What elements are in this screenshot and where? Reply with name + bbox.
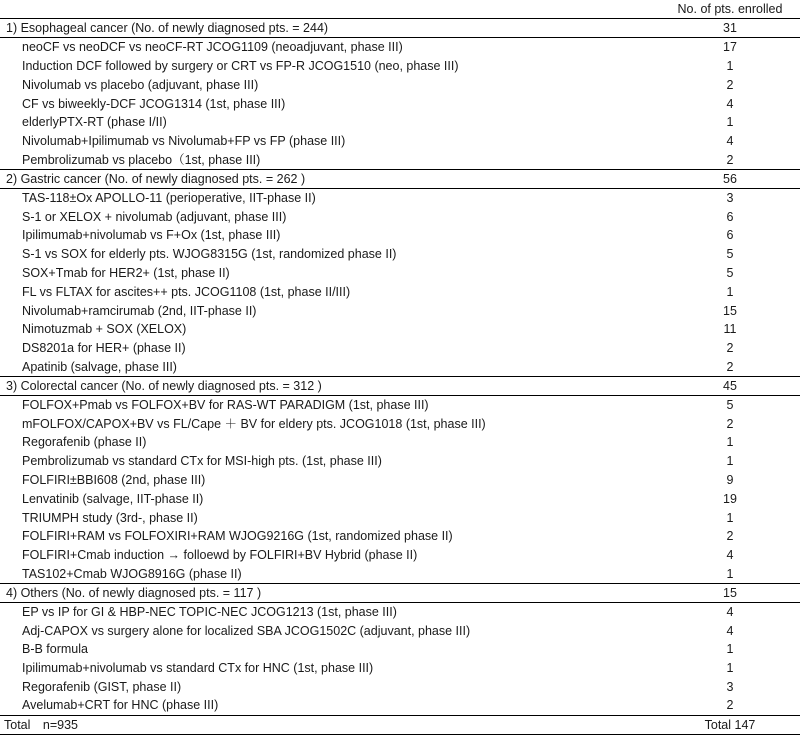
trial-row (0, 38, 800, 57)
trial-count: 5 (726, 265, 734, 280)
trial-name: FOLFIRI±BBI608 (2nd, phase III) (22, 472, 206, 487)
trial-count: 2 (726, 416, 734, 431)
trial-row (0, 207, 800, 226)
trial-row (0, 358, 800, 377)
section-count: 56 (660, 169, 800, 188)
table-body (0, 19, 800, 715)
trial-count: 1 (726, 284, 734, 299)
total-row (0, 715, 800, 734)
trial-row (0, 226, 800, 245)
trial-row (0, 188, 800, 207)
trial-count: 4 (726, 96, 734, 111)
trial-row (0, 94, 800, 113)
trial-count: 9 (726, 472, 734, 487)
trial-row (0, 433, 800, 452)
trial-count: 2 (726, 152, 734, 167)
trial-row (0, 282, 800, 301)
trial-row (0, 57, 800, 76)
section-title: 2) Gastric cancer (No. of newly diagnosed pts. = 262 ) (0, 169, 660, 188)
section-count: 31 (660, 19, 800, 38)
section-row (0, 169, 800, 188)
trial-count: 4 (726, 548, 734, 563)
trial-name: Nivolumab+Ipilimumab vs Nivolumab+FP vs FP (phase III) (22, 134, 346, 149)
trial-name: Pembrolizumab vs placebo（1st, phase III) (22, 152, 261, 167)
trial-name: FL vs FLTAX for ascites++ pts. JCOG1108 (1st, phase II/III) (22, 284, 351, 299)
trial-row (0, 659, 800, 678)
section-row (0, 19, 800, 38)
trial-name: Adj-CAPOX vs surgery alone for localized SBA JCOG1502C (adjuvant, phase III) (22, 623, 471, 638)
trial-row (0, 452, 800, 471)
trial-count: 1 (726, 661, 734, 676)
section-row (0, 583, 800, 602)
trial-row (0, 75, 800, 94)
trial-row (0, 339, 800, 358)
trial-name: Nivolumab vs placebo (adjuvant, phase III) (22, 77, 259, 92)
section-count: 45 (660, 376, 800, 395)
header-label (0, 0, 660, 19)
trial-name: DS8201a for HER+ (phase II) (22, 341, 186, 356)
trial-count: 4 (726, 134, 734, 149)
trial-row (0, 546, 800, 565)
trial-row (0, 264, 800, 283)
trial-count: 5 (726, 247, 734, 262)
trial-count: 1 (726, 435, 734, 450)
trial-row (0, 602, 800, 621)
trial-name: Ipilimumab+nivolumab vs F+Ox (1st, phase III) (22, 228, 281, 243)
trial-count: 1 (726, 566, 734, 581)
trial-row (0, 113, 800, 132)
trial-name: EP vs IP for GI & HBP-NEC TOPIC-NEC JCOG1213 (1st, phase III) (22, 604, 397, 619)
section-count: 15 (660, 583, 800, 602)
trial-name: Regorafenib (GIST, phase II) (22, 679, 182, 694)
trial-name: mFOLFOX/CAPOX+BV vs FL/Cape ＋ BV for eldery pts. JCOG1018 (1st, phase III) (22, 416, 486, 431)
trial-row (0, 245, 800, 264)
total-count: Total 147 (660, 715, 800, 734)
trial-name: CF vs biweekly-DCF JCOG1314 (1st, phase III) (22, 96, 286, 111)
trial-name: neoCF vs neoDCF vs neoCF-RT JCOG1109 (neoadjuvant, phase III) (22, 40, 403, 55)
section-title: 3) Colorectal cancer (No. of newly diagnosed pts. = 312 ) (0, 376, 660, 395)
trial-count: 1 (726, 58, 734, 73)
trial-count: 19 (723, 491, 737, 506)
trial-row (0, 320, 800, 339)
trial-row (0, 640, 800, 659)
trial-row (0, 565, 800, 584)
trial-name: Pembrolizumab vs standard CTx for MSI-high pts. (1st, phase III) (22, 454, 382, 469)
trial-count: 2 (726, 359, 734, 374)
trial-name: Avelumab+CRT for HNC (phase III) (22, 698, 219, 713)
trial-row (0, 527, 800, 546)
trial-count: 3 (726, 191, 734, 206)
trial-count: 11 (723, 322, 737, 337)
trial-count: 4 (726, 623, 734, 638)
trial-name: Nimotuzmab + SOX (XELOX) (22, 322, 187, 337)
trial-count: 2 (726, 341, 734, 356)
trial-count: 17 (723, 40, 737, 55)
trial-row (0, 471, 800, 490)
trial-name: FOLFOX+Pmab vs FOLFOX+BV for RAS-WT PARADIGM (1st, phase III) (22, 397, 429, 412)
trial-count: 1 (726, 510, 734, 525)
trial-count: 15 (723, 303, 737, 318)
trial-name: Nivolumab+ramcirumab (2nd, IIT-phase II) (22, 303, 257, 318)
trial-row (0, 508, 800, 527)
trial-row (0, 395, 800, 414)
trial-name: elderlyPTX-RT (phase I/II) (22, 115, 167, 130)
trial-count: 2 (726, 529, 734, 544)
total-label: Total n=935 (0, 715, 660, 734)
trial-count: 1 (726, 642, 734, 657)
trial-name: Ipilimumab+nivolumab vs standard CTx for HNC (1st, phase III) (22, 661, 374, 676)
section-row (0, 376, 800, 395)
trial-count: 2 (726, 77, 734, 92)
trial-name: TAS-118±Ox APOLLO-11 (perioperative, IIT-phase II) (22, 191, 316, 206)
trial-name: Regorafenib (phase II) (22, 435, 147, 450)
trial-count: 6 (726, 228, 734, 243)
trial-name: TRIUMPH study (3rd-, phase II) (22, 510, 198, 525)
trial-row (0, 301, 800, 320)
trial-count: 1 (726, 115, 734, 130)
trial-row (0, 678, 800, 697)
trial-name: B-B formula (22, 642, 88, 657)
section-title: 1) Esophageal cancer (No. of newly diagnosed pts. = 244) (0, 19, 660, 38)
trial-row (0, 151, 800, 170)
trial-count: 3 (726, 679, 734, 694)
trial-name: Induction DCF followed by surgery or CRT vs FP-R JCOG1510 (neo, phase III) (22, 58, 459, 73)
table-header-row (0, 0, 800, 19)
trial-count: 2 (726, 698, 734, 713)
trial-name: TAS102+Cmab WJOG8916G (phase II) (22, 566, 242, 581)
trial-row (0, 621, 800, 640)
trial-row (0, 489, 800, 508)
trial-name: FOLFIRI+RAM vs FOLFOXIRI+RAM WJOG9216G (1st, randomized phase II) (22, 529, 453, 544)
trial-name: Apatinib (salvage, phase III) (22, 359, 177, 374)
trial-name: FOLFIRI+Cmab induction → folloewd by FOLFIRI+BV Hybrid (phase II) (22, 548, 418, 563)
trial-count: 5 (726, 397, 734, 412)
trial-name: S-1 vs SOX for elderly pts. WJOG8315G (1st, randomized phase II) (22, 247, 397, 262)
trial-row (0, 132, 800, 151)
trial-name: Lenvatinib (salvage, IIT-phase II) (22, 491, 204, 506)
trial-row (0, 414, 800, 433)
trial-name: SOX+Tmab for HER2+ (1st, phase II) (22, 265, 230, 280)
trial-count: 1 (726, 454, 734, 469)
trial-name: S-1 or XELOX + nivolumab (adjuvant, phase III) (22, 209, 287, 224)
trial-row (0, 696, 800, 715)
section-title: 4) Others (No. of newly diagnosed pts. = 117 ) (0, 583, 660, 602)
header-count: No. of pts. enrolled (660, 0, 800, 19)
trial-count: 4 (726, 604, 734, 619)
trial-count: 6 (726, 209, 734, 224)
